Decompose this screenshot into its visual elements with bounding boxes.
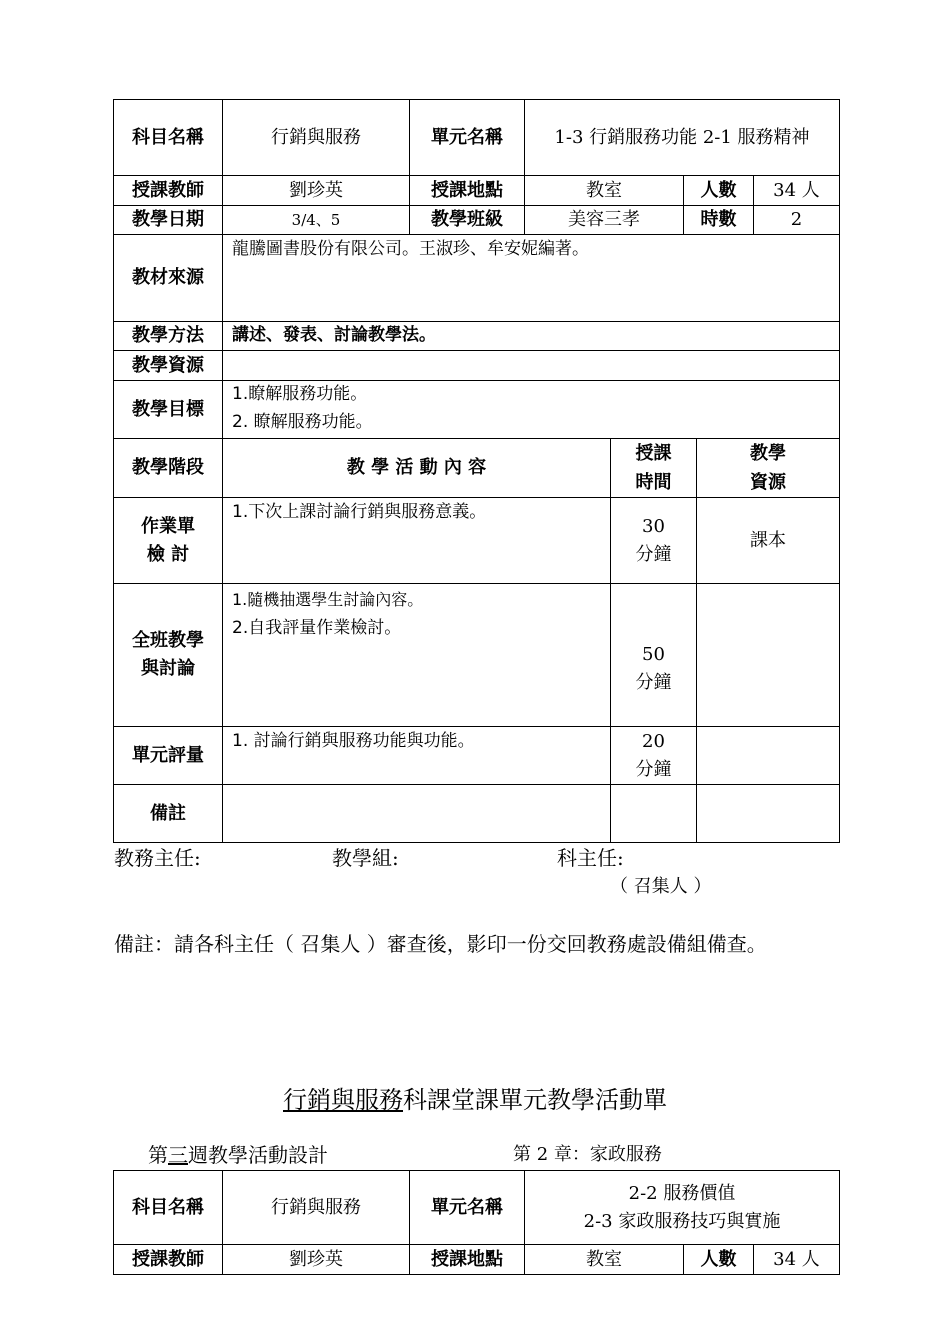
stage-cell (114, 498, 222, 583)
stage-cell: 備註 (150, 802, 186, 824)
review-note: 備註：請各科主任（ 召集人 ）審查後，影印一份交回教務處設備組備查。 (114, 932, 767, 956)
goal-label: 教學目標 (132, 398, 204, 420)
method-value: 講述、發表、討論教學法。 (232, 325, 436, 345)
time-header-line: 時間 (635, 472, 672, 493)
week-heading (148, 1140, 328, 1170)
content-header: 教 學 活 動 內 容 (346, 457, 487, 478)
convener-label: （ 召集人 ） (610, 876, 712, 897)
time-cell (611, 727, 696, 784)
count-label: 人數 (700, 179, 737, 201)
teacher-value: 劉珍英 (289, 1248, 343, 1270)
date-label: 教學日期 (132, 209, 204, 230)
unit-line: 2-2 服務價值 (628, 1182, 736, 1204)
time-value: 20 (642, 730, 665, 752)
subject-label: 科目名稱 (132, 1196, 204, 1218)
goal-item: 2. 瞭解服務功能。 (232, 412, 373, 432)
time-value: 30 (642, 515, 665, 537)
res-header-line: 教學 (750, 443, 786, 464)
resource-cell (697, 584, 839, 726)
location-label: 授課地點 (431, 179, 503, 201)
content-line: 2.自我評量作業檢討。 (232, 618, 402, 638)
stage-line: 全班教學 (132, 630, 204, 651)
stage-header: 教學階段 (132, 457, 204, 478)
time-header (611, 439, 696, 497)
time-unit: 分鐘 (635, 543, 672, 565)
content-line: 1.隨機抽選學生討論內容。 (232, 590, 424, 609)
week-prefix: 第 (148, 1143, 168, 1167)
resource-label: 教學資源 (132, 354, 204, 376)
unit-label: 單元名稱 (431, 1196, 503, 1218)
chapter-label: 第 2 章：家政服務 (513, 1144, 662, 1165)
time-header-line: 授課 (635, 443, 672, 464)
content-line: 1. 討論行銷與服務功能與功能。 (232, 731, 475, 751)
subject-value: 行銷與服務 (271, 126, 361, 148)
hours-value: 2 (790, 209, 803, 230)
location-label: 授課地點 (431, 1248, 503, 1270)
count-value: 34 人 (773, 179, 820, 201)
class-value: 美容三孝 (568, 209, 640, 230)
count-value: 34 人 (773, 1248, 820, 1270)
teacher-label: 授課教師 (132, 179, 204, 201)
material-label: 教材來源 (132, 267, 204, 288)
unit-value: 1-3 行銷服務功能 2-1 服務精神 (554, 126, 810, 148)
unit-value (525, 1171, 839, 1244)
time-cell (611, 640, 696, 698)
teacher-value: 劉珍英 (289, 179, 343, 201)
teacher-label: 授課教師 (132, 1248, 204, 1270)
week-number: 三 (168, 1143, 188, 1167)
time-value: 50 (642, 644, 665, 665)
week-suffix: 週教學活動設計 (188, 1143, 328, 1167)
subject-label: 科目名稱 (132, 126, 204, 148)
group-signature: 教學組: (332, 846, 399, 870)
time-unit: 分鐘 (635, 758, 672, 780)
stage-line: 與討論 (141, 658, 195, 679)
goal-item: 1.瞭解服務功能。 (232, 384, 368, 404)
subject-value: 行銷與服務 (271, 1196, 361, 1218)
res-header (697, 439, 839, 497)
location-value: 教室 (586, 179, 622, 201)
time-unit: 分鐘 (635, 672, 672, 693)
title-rest: 科課堂課單元教學活動單 (403, 1086, 667, 1114)
location-value: 教室 (586, 1248, 622, 1270)
time-cell (611, 498, 696, 583)
title-subject: 行銷與服務 (283, 1086, 403, 1114)
count-label: 人數 (700, 1248, 737, 1270)
class-label: 教學班級 (431, 209, 503, 230)
date-value: 3/4、5 (291, 211, 341, 229)
stage-cell (114, 584, 222, 726)
page2-title (0, 1083, 950, 1117)
hours-label: 時數 (700, 209, 737, 230)
director-signature: 教務主任: (114, 846, 201, 870)
stage-line: 檢 討 (146, 543, 190, 565)
head-signature: 科主任: (557, 846, 624, 870)
stage-line: 作業單 (141, 515, 195, 537)
material-value: 龍騰圖書股份有限公司。王淑珍、牟安妮編著。 (232, 239, 589, 259)
unit-line: 2-3 家政服務技巧與實施 (583, 1210, 781, 1232)
resource-cell (697, 727, 839, 784)
res-header-line: 資源 (750, 472, 786, 493)
resource-cell: 課本 (750, 529, 786, 551)
stage-cell: 單元評量 (132, 744, 204, 766)
unit-label: 單元名稱 (431, 126, 503, 148)
method-label: 教學方法 (132, 325, 204, 346)
content-line: 1.下次上課討論行銷與服務意義。 (232, 502, 487, 522)
